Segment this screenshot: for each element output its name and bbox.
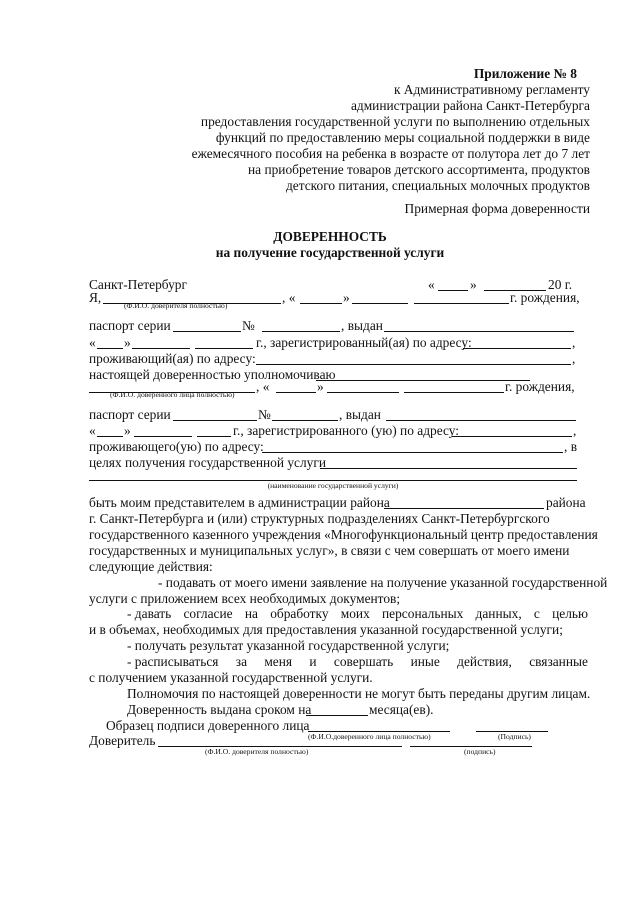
action-2-word-4: обработку bbox=[270, 606, 329, 621]
city-label: Санкт-Петербург bbox=[89, 277, 187, 292]
header-line-3: предоставления государственной услуги по выполнению отдельных bbox=[200, 114, 590, 129]
service-name-hint: (наименование государственной услуги) bbox=[267, 481, 399, 490]
paragraph-line-2: государственного казенного учреждения «Многофункциональный центр предоставления bbox=[89, 527, 598, 542]
comma-1: , bbox=[572, 335, 576, 350]
action-4-line-1 bbox=[127, 654, 588, 669]
agent-issued-label: , выдан bbox=[339, 407, 381, 422]
document-subtitle: на получение государственной услуги bbox=[215, 245, 445, 260]
action-4-word-2: за bbox=[235, 654, 248, 669]
action-2-word-8: с bbox=[533, 606, 540, 621]
agent-fio-hint: (Ф.И.О. доверенного лица полностью) bbox=[110, 390, 235, 399]
no-transfer-clause: Полномочия по настоящей доверенности не могут быть переданы другим лицам. bbox=[127, 686, 591, 701]
action-1-line-1: - подавать от моего имени заявление на получение указанной государственной bbox=[158, 575, 608, 590]
document-title: ДОВЕРЕННОСТЬ bbox=[273, 229, 387, 244]
agent-passport-series-label: паспорт серии bbox=[89, 407, 171, 422]
comma-2: , bbox=[572, 351, 576, 366]
purpose-field[interactable] bbox=[320, 468, 577, 469]
agent-birth-quote-close: » bbox=[317, 379, 324, 394]
action-2-line-1 bbox=[127, 606, 588, 621]
action-2-word-3: на bbox=[244, 606, 258, 621]
passport-series-field[interactable] bbox=[173, 331, 241, 332]
issue-quote-close: » bbox=[124, 335, 131, 350]
paragraph-line-1: г. Санкт-Петербурга и (или) структурных подразделениях Санкт-Петербургского bbox=[89, 511, 550, 526]
agent-birth-month-field[interactable] bbox=[327, 392, 399, 393]
agent-living-label: проживающего(ую) по адресу: bbox=[89, 439, 264, 454]
action-4-word-7: действия, bbox=[457, 654, 512, 669]
registered-address-field[interactable] bbox=[463, 348, 571, 349]
action-2-word-5: моих bbox=[340, 606, 370, 621]
header-line-1: к Административному регламенту bbox=[393, 82, 590, 97]
agent-living-address-field[interactable] bbox=[262, 452, 563, 453]
action-2-word-9: целью bbox=[552, 606, 588, 621]
action-4-word-5: совершать bbox=[333, 654, 394, 669]
birth-year-label: г. рождения, bbox=[510, 290, 580, 305]
principal-signature-hint: (подпись) bbox=[464, 747, 496, 756]
paragraph-line-4: следующие действия: bbox=[89, 559, 213, 574]
birth-quote-open: , « bbox=[282, 290, 296, 305]
date-close-quote: » bbox=[470, 277, 477, 292]
agent-passport-series-field[interactable] bbox=[173, 420, 257, 421]
birth-month-field[interactable] bbox=[352, 303, 408, 304]
action-4-word-4: и bbox=[309, 654, 317, 669]
action-2-line-2: и в объемах, необходимых для предоставления указанной государственной услуги; bbox=[89, 622, 563, 637]
agent-passport-number-field[interactable] bbox=[272, 420, 338, 421]
form-type-label: Примерная форма доверенности bbox=[404, 201, 590, 216]
comma-v-label: , в bbox=[564, 439, 578, 454]
agent-birth-year-label: г. рождения, bbox=[505, 379, 575, 394]
action-4-word-1: - расписываться bbox=[127, 654, 219, 669]
sample-signature-label: Образец подписи доверенного лица bbox=[106, 718, 310, 733]
date-open-quote: « bbox=[428, 277, 435, 292]
action-2-word-7: данных, bbox=[475, 606, 522, 621]
agent-issue-quote-open: « bbox=[89, 423, 96, 438]
header-line-6: на приобретение товаров детского ассортимента, продуктов bbox=[247, 162, 590, 177]
appendix-number: Приложение № 8 bbox=[473, 66, 577, 81]
birth-day-field[interactable] bbox=[300, 303, 342, 304]
agent-birth-day-field[interactable] bbox=[276, 392, 316, 393]
passport-number-field[interactable] bbox=[262, 331, 340, 332]
authorize-field[interactable] bbox=[316, 380, 530, 381]
agent-issue-quote-close: » bbox=[124, 423, 131, 438]
principal-fio-hint: (Ф.И.О. доверителя полностью) bbox=[124, 301, 228, 310]
be-representative-label: быть моим представителем в администрации района bbox=[89, 495, 390, 510]
living-label: проживающий(ая) по адресу: bbox=[89, 351, 256, 366]
district-field[interactable] bbox=[384, 508, 544, 509]
rayona-label: района bbox=[546, 495, 586, 510]
issue-month-field[interactable] bbox=[132, 348, 190, 349]
paragraph-line-3: государственных и муниципальных услуг», в связи с чем совершать от моего имени bbox=[89, 543, 570, 558]
header-line-4: функций по предоставлению меры социальной поддержки в виде bbox=[215, 130, 590, 145]
action-4-word-8: связанные bbox=[529, 654, 588, 669]
action-2-word-1: - давать bbox=[127, 606, 172, 621]
header-line-5: ежемесячного пособия на ребенка в возрасте от полутора лет до 7 лет bbox=[191, 146, 590, 161]
action-4-line-2: с получением указанной государственной услуги. bbox=[89, 670, 373, 685]
issue-year-field[interactable] bbox=[195, 348, 253, 349]
year-label: 20 г. bbox=[548, 277, 573, 292]
agent-registered-address-field[interactable] bbox=[452, 436, 572, 437]
passport-issuer-field[interactable] bbox=[384, 331, 574, 332]
action-4-word-6: иные bbox=[410, 654, 440, 669]
agent-signature-hint: (Подпись) bbox=[498, 732, 531, 741]
issue-quote-open: « bbox=[89, 335, 96, 350]
action-2-word-6: персональных bbox=[382, 606, 464, 621]
birth-quote-close: » bbox=[343, 290, 350, 305]
purpose-label: целях получения государственной услуги bbox=[89, 455, 327, 470]
agent-registered-label: г., зарегистрированного (ую) по адресу: bbox=[233, 423, 459, 438]
issue-day-field[interactable] bbox=[97, 348, 123, 349]
agent-issue-year-field[interactable] bbox=[197, 436, 231, 437]
comma-3: , bbox=[573, 423, 577, 438]
action-4-word-3: меня bbox=[264, 654, 293, 669]
agent-passport-issuer-field[interactable] bbox=[386, 420, 576, 421]
agent-birth-year-field[interactable] bbox=[404, 392, 504, 393]
principal-label: Доверитель bbox=[89, 733, 156, 748]
term-months-label: месяца(ев). bbox=[369, 702, 434, 717]
agent-fio-signature-hint: (Ф.И.О.доверенного лица полностью) bbox=[308, 732, 431, 741]
agent-passport-number-label: № bbox=[258, 407, 271, 422]
principal-fio-signature-hint: (Ф.И.О. доверителя полностью) bbox=[205, 747, 309, 756]
header-line-7: детского питания, специальных молочных продуктов bbox=[285, 178, 590, 193]
agent-birth-quote-open: , « bbox=[256, 379, 270, 394]
term-months-field[interactable] bbox=[306, 715, 368, 716]
action-1-line-2: услуги с приложением всех необходимых документов; bbox=[89, 591, 401, 606]
birth-year-field[interactable] bbox=[414, 303, 509, 304]
term-label: Доверенность выдана сроком на bbox=[127, 702, 312, 717]
issued-label: , выдан bbox=[341, 318, 383, 333]
header-line-2: администрации района Санкт-Петербурга bbox=[350, 98, 590, 113]
passport-series-label: паспорт серии bbox=[89, 318, 171, 333]
action-3: - получать результат указанной государственной услуги; bbox=[127, 638, 450, 653]
living-address-field[interactable] bbox=[256, 364, 571, 365]
day-field[interactable] bbox=[438, 290, 468, 291]
registered-label: г., зарегистрированный(ая) по адресу: bbox=[256, 335, 472, 350]
agent-issue-month-field[interactable] bbox=[134, 436, 192, 437]
action-2-word-2: согласие bbox=[183, 606, 233, 621]
i-label: Я, bbox=[89, 290, 102, 305]
agent-issue-day-field[interactable] bbox=[97, 436, 123, 437]
passport-number-label: № bbox=[242, 318, 255, 333]
authorize-label: настоящей доверенностью уполномочиваю bbox=[89, 367, 336, 382]
